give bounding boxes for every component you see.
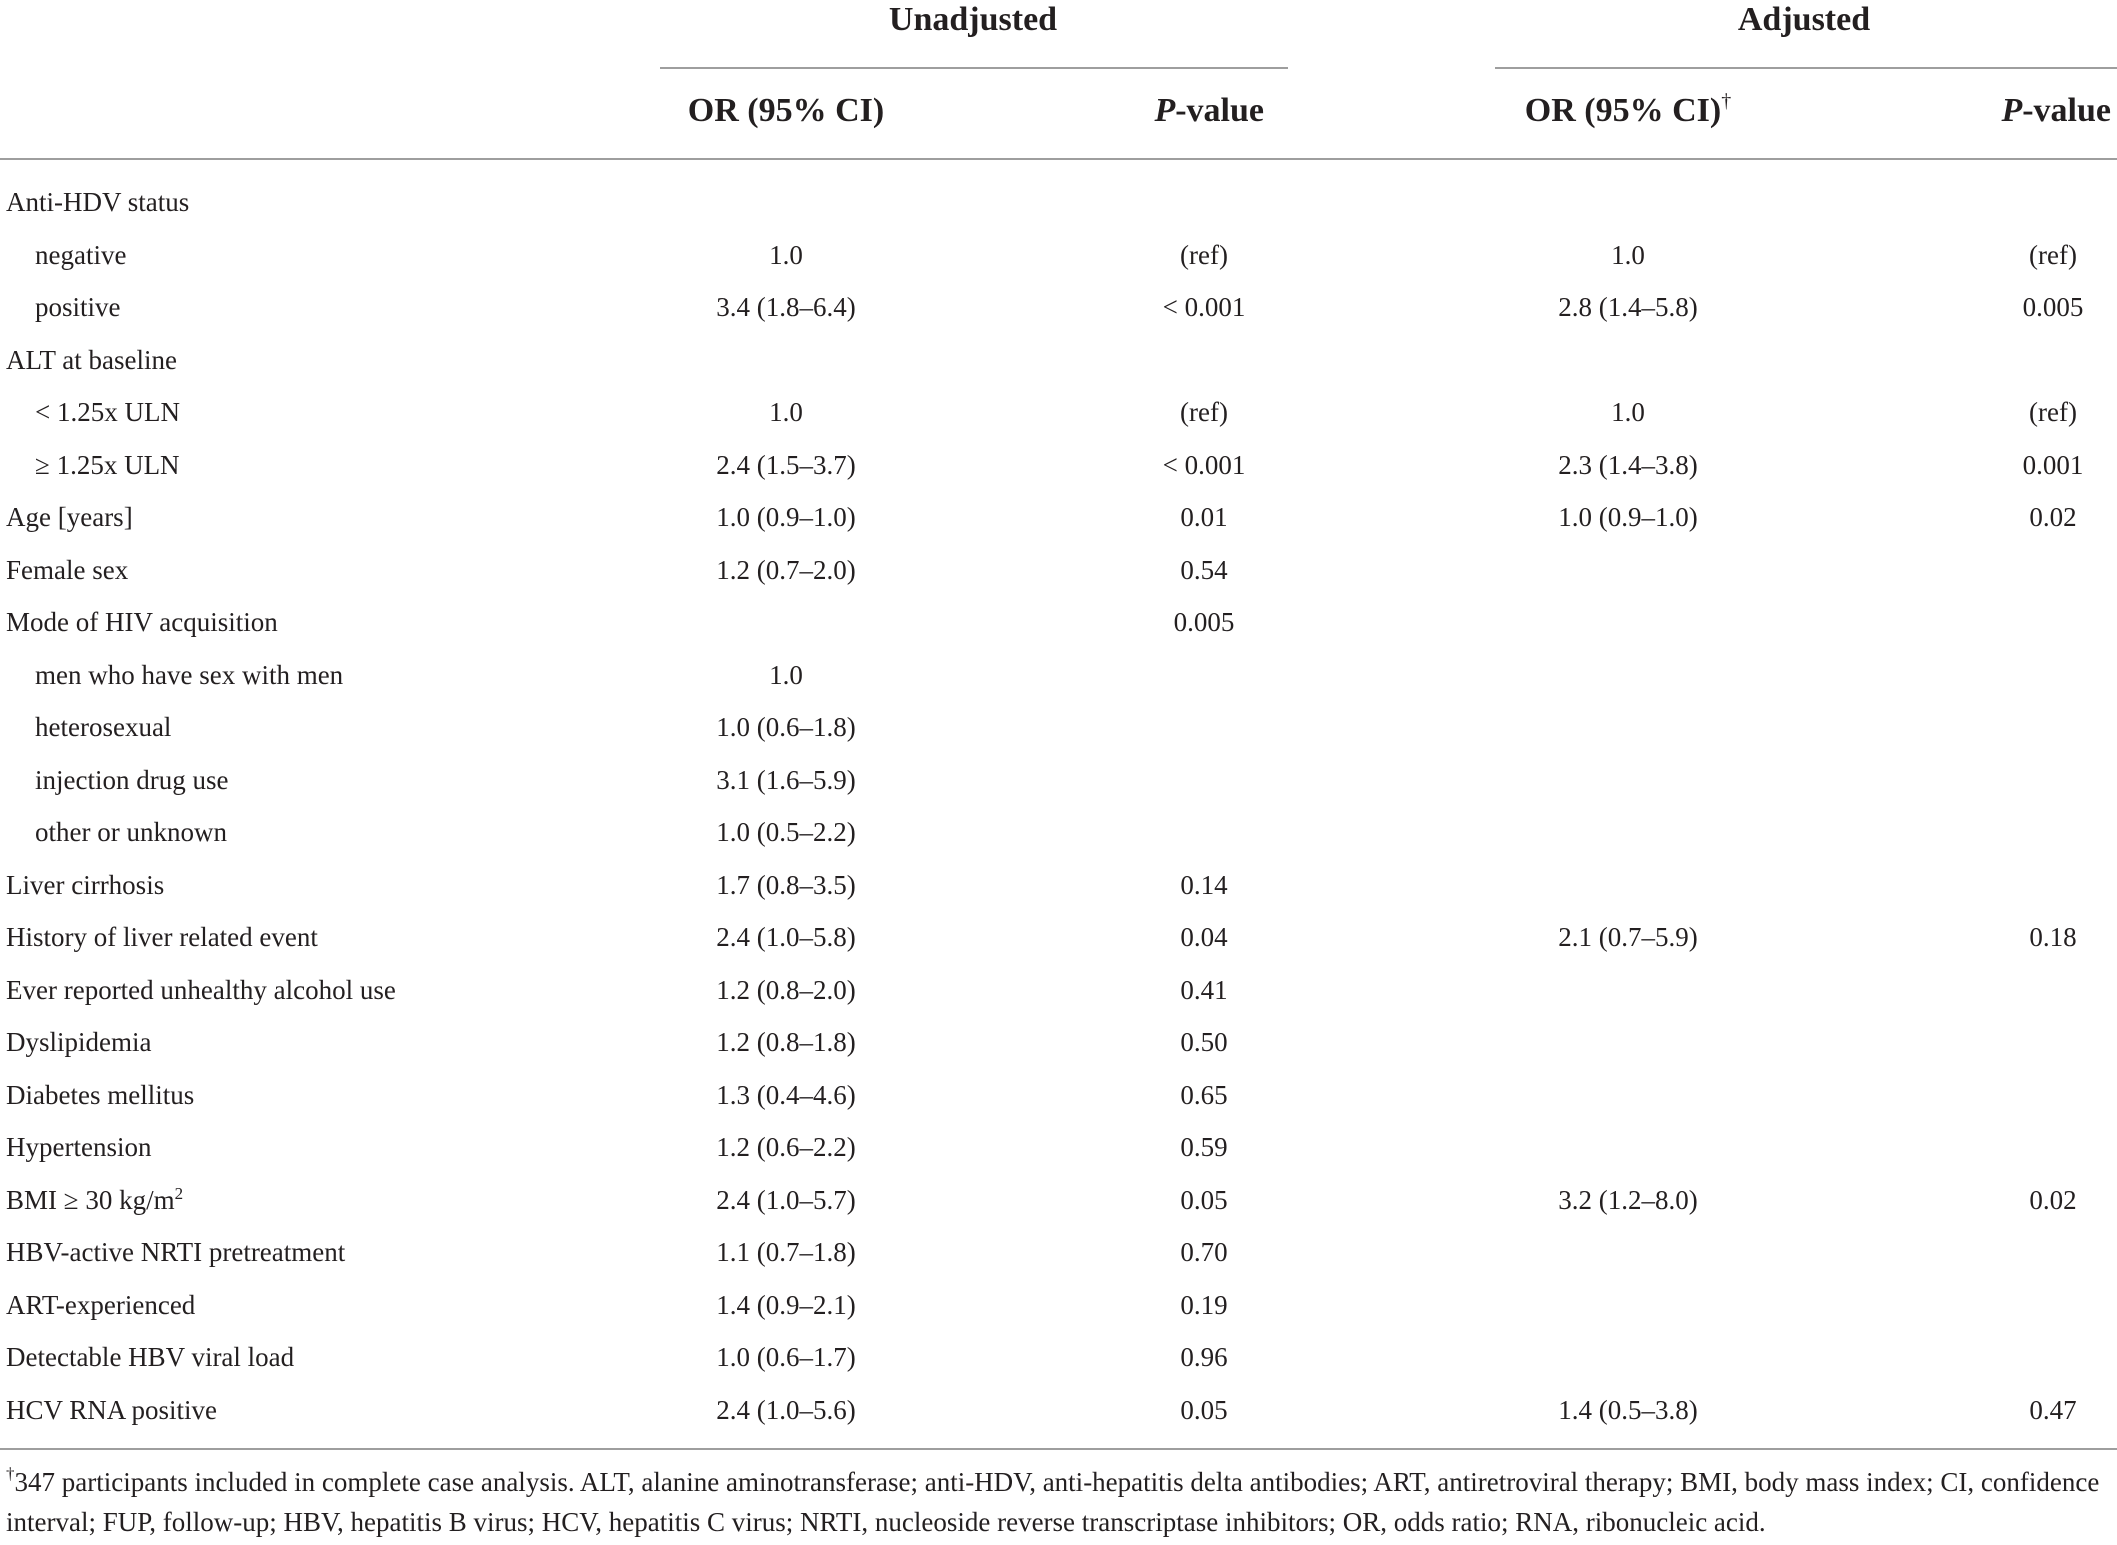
cell-p-adjusted: (ref)	[2029, 239, 2077, 270]
row-label	[6, 1024, 151, 1060]
cell-or-adjusted: 1.4 (0.5–3.8)	[1558, 1394, 1698, 1425]
footnote-text: 347 participants included in complete case analysis. ALT, alanine aminotransferase; anti-HDV, anti-hepatitis delta antibodies; ART, antiretroviral therapy; BMI, body mass index; CI, confidence interval; FUP, follow-up; HBV, hepatitis B virus; HCV, hepatitis C virus; NRTI, nucleoside reverse transcriptase inhibitors; OR, odds ratio; RNA, ribonucleic acid.	[6, 1467, 2100, 1537]
cell-p-unadjusted: 0.50	[1180, 1027, 1228, 1057]
table-footnote	[6, 1462, 2106, 1542]
cell-p-adjusted: (ref)	[2029, 397, 2077, 427]
table-row	[0, 754, 2117, 807]
table-row	[0, 1174, 2117, 1227]
col-header-or-unadjusted: OR (95% CI)	[687, 92, 885, 129]
cell-or-unadjusted: 1.1 (0.7–1.8)	[716, 1237, 856, 1267]
col-header-p-adjusted: P-value	[2001, 92, 2111, 129]
row-label-text: Anti-HDV status	[6, 187, 190, 217]
row-label	[6, 1339, 294, 1375]
footnote-dagger: †	[6, 1464, 15, 1483]
table-row	[0, 439, 2117, 492]
row-label	[35, 709, 171, 745]
row-label-text: men who have sex with men	[35, 659, 344, 690]
row-label-text: Mode of HIV acquisition	[6, 607, 278, 637]
cell-or-adjusted: 2.3 (1.4–3.8)	[1558, 449, 1698, 480]
table-row	[0, 1331, 2117, 1384]
row-label-text: < 1.25x ULN	[35, 397, 180, 427]
table-row	[0, 281, 2117, 334]
row-label	[35, 237, 126, 273]
row-label-text: Ever reported unhealthy alcohol use	[6, 974, 396, 1005]
col-header-p-unadjusted: P-value	[1154, 92, 1264, 129]
cell-or-unadjusted: 3.1 (1.6–5.9)	[716, 764, 856, 795]
cell-or-adjusted: 3.2 (1.2–8.0)	[1558, 1184, 1698, 1215]
table-bottom-rule	[0, 1448, 2117, 1450]
cell-p-unadjusted: < 0.001	[1162, 449, 1246, 480]
cell-or-unadjusted: 1.4 (0.9–2.1)	[716, 1289, 856, 1320]
cell-or-unadjusted: 1.0 (0.5–2.2)	[716, 817, 856, 847]
cell-or-unadjusted: 2.4 (1.0–5.8)	[716, 922, 856, 952]
row-label-text: ART-experienced	[6, 1289, 196, 1320]
dagger-mark: †	[1721, 90, 1732, 112]
row-label	[6, 184, 189, 220]
row-label-text: injection drug use	[35, 764, 229, 795]
col-header-or-adjusted: OR (95% CI)†	[1524, 90, 1732, 129]
cell-or-unadjusted: 1.2 (0.8–1.8)	[716, 1027, 856, 1057]
row-label	[6, 499, 133, 535]
cell-or-adjusted: 2.1 (0.7–5.9)	[1558, 922, 1698, 952]
group-rule-adjusted	[1495, 67, 2117, 69]
table-row	[0, 649, 2117, 702]
table-row	[0, 491, 2117, 544]
cell-or-unadjusted: 1.0 (0.6–1.8)	[716, 712, 856, 742]
row-label-text: BMI ≥ 30 kg/m	[6, 1184, 175, 1215]
cell-p-unadjusted: 0.01	[1180, 502, 1228, 532]
cell-p-unadjusted: < 0.001	[1162, 292, 1246, 322]
cell-or-unadjusted: 3.4 (1.8–6.4)	[716, 292, 856, 322]
row-label-text: heterosexual	[35, 712, 172, 742]
table-row	[0, 1279, 2117, 1332]
table-row	[0, 1016, 2117, 1069]
cell-p-unadjusted: 0.04	[1180, 922, 1228, 952]
cell-p-unadjusted: 0.59	[1180, 1132, 1228, 1162]
cell-or-unadjusted: 1.7 (0.8–3.5)	[716, 869, 856, 900]
row-label-text: History of liver related event	[6, 922, 318, 952]
cell-p-unadjusted: (ref)	[1180, 239, 1228, 270]
row-label	[35, 289, 121, 325]
cell-or-unadjusted: 1.0	[769, 659, 803, 690]
row-label	[6, 1234, 345, 1270]
row-label	[35, 657, 343, 693]
row-label	[35, 762, 228, 798]
row-label	[35, 394, 180, 430]
cell-or-adjusted: 1.0	[1611, 239, 1645, 270]
row-label-text: Diabetes mellitus	[6, 1079, 195, 1110]
table-row	[0, 701, 2117, 754]
cell-p-adjusted: 0.001	[2022, 449, 2084, 480]
table-row	[0, 176, 2117, 229]
cell-p-adjusted: 0.02	[2029, 1184, 2077, 1215]
cell-p-unadjusted: 0.54	[1180, 554, 1228, 585]
cell-or-unadjusted: 1.0	[769, 239, 803, 270]
cell-or-unadjusted: 1.2 (0.8–2.0)	[716, 974, 856, 1005]
row-label-text: ≥ 1.25x ULN	[35, 449, 180, 480]
cell-p-unadjusted: 0.05	[1180, 1394, 1228, 1425]
cell-or-adjusted: 2.8 (1.4–5.8)	[1558, 292, 1698, 322]
table-row	[0, 964, 2117, 1017]
table-row	[0, 806, 2117, 859]
table-row	[0, 1226, 2117, 1279]
row-label-text: other or unknown	[35, 817, 227, 847]
row-label-text: Female sex	[6, 554, 129, 585]
group-header-unadjusted: Unadjusted	[888, 1, 1058, 38]
row-label-text: HBV-active NRTI pretreatment	[6, 1237, 346, 1267]
cell-or-unadjusted: 2.4 (1.0–5.7)	[716, 1184, 856, 1215]
cell-or-unadjusted: 2.4 (1.5–3.7)	[716, 449, 856, 480]
table-row	[0, 544, 2117, 597]
cell-or-unadjusted: 1.2 (0.7–2.0)	[716, 554, 856, 585]
cell-p-unadjusted: (ref)	[1180, 397, 1228, 427]
table-row	[0, 334, 2117, 387]
cell-or-unadjusted: 1.0	[769, 397, 803, 427]
cell-p-adjusted: 0.02	[2029, 502, 2077, 532]
row-label	[35, 814, 227, 850]
cell-or-unadjusted: 1.3 (0.4–4.6)	[716, 1079, 856, 1110]
row-label	[6, 1287, 195, 1323]
cell-p-unadjusted: 0.96	[1180, 1342, 1228, 1372]
row-label	[6, 1182, 183, 1218]
cell-p-unadjusted: 0.41	[1180, 974, 1228, 1005]
cell-p-unadjusted: 0.65	[1180, 1079, 1228, 1110]
table-row	[0, 1121, 2117, 1174]
row-label	[6, 342, 177, 378]
row-label	[6, 1077, 194, 1113]
cell-p-unadjusted: 0.70	[1180, 1237, 1228, 1267]
row-label-text: Age [years]	[6, 502, 133, 532]
row-label	[6, 919, 318, 955]
row-label-text: Liver cirrhosis	[6, 869, 165, 900]
table-row	[0, 229, 2117, 282]
row-label	[35, 447, 180, 483]
table-row	[0, 1384, 2117, 1437]
row-label-text: HCV RNA positive	[6, 1394, 218, 1425]
cell-p-unadjusted: 0.005	[1173, 607, 1235, 637]
row-label-text: ALT at baseline	[6, 344, 177, 375]
cell-or-unadjusted: 1.0 (0.6–1.7)	[716, 1342, 856, 1372]
cell-p-unadjusted: 0.19	[1180, 1289, 1228, 1320]
row-label	[6, 604, 278, 640]
cell-or-unadjusted: 2.4 (1.0–5.6)	[716, 1394, 856, 1425]
cell-p-unadjusted: 0.14	[1180, 869, 1228, 900]
cell-p-adjusted: 0.18	[2029, 922, 2077, 952]
row-label-text: Detectable HBV viral load	[6, 1342, 295, 1372]
row-label	[6, 867, 164, 903]
row-label	[6, 1392, 217, 1428]
row-label	[6, 552, 128, 588]
cell-or-adjusted: 1.0 (0.9–1.0)	[1558, 502, 1698, 532]
header-bottom-rule	[0, 158, 2117, 160]
table-row	[0, 596, 2117, 649]
cell-or-adjusted: 1.0	[1611, 397, 1645, 427]
row-label-text: Dyslipidemia	[6, 1027, 152, 1057]
group-header-adjusted: Adjusted	[1737, 1, 1871, 38]
cell-or-unadjusted: 1.0 (0.9–1.0)	[716, 502, 856, 532]
cell-p-adjusted: 0.47	[2029, 1394, 2077, 1425]
table-row	[0, 386, 2117, 439]
row-label	[6, 1129, 151, 1165]
cell-or-unadjusted: 1.2 (0.6–2.2)	[716, 1132, 856, 1162]
row-label-text: negative	[35, 239, 127, 270]
table-row	[0, 911, 2117, 964]
cell-p-unadjusted: 0.05	[1180, 1184, 1228, 1215]
row-label-text: positive	[35, 292, 121, 322]
table-row	[0, 1069, 2117, 1122]
row-label-superscript: 2	[174, 1183, 184, 1203]
row-label-text: Hypertension	[6, 1132, 152, 1162]
group-rule-unadjusted	[660, 67, 1288, 69]
table-row	[0, 859, 2117, 912]
cell-p-adjusted: 0.005	[2022, 292, 2084, 322]
row-label	[6, 972, 396, 1008]
